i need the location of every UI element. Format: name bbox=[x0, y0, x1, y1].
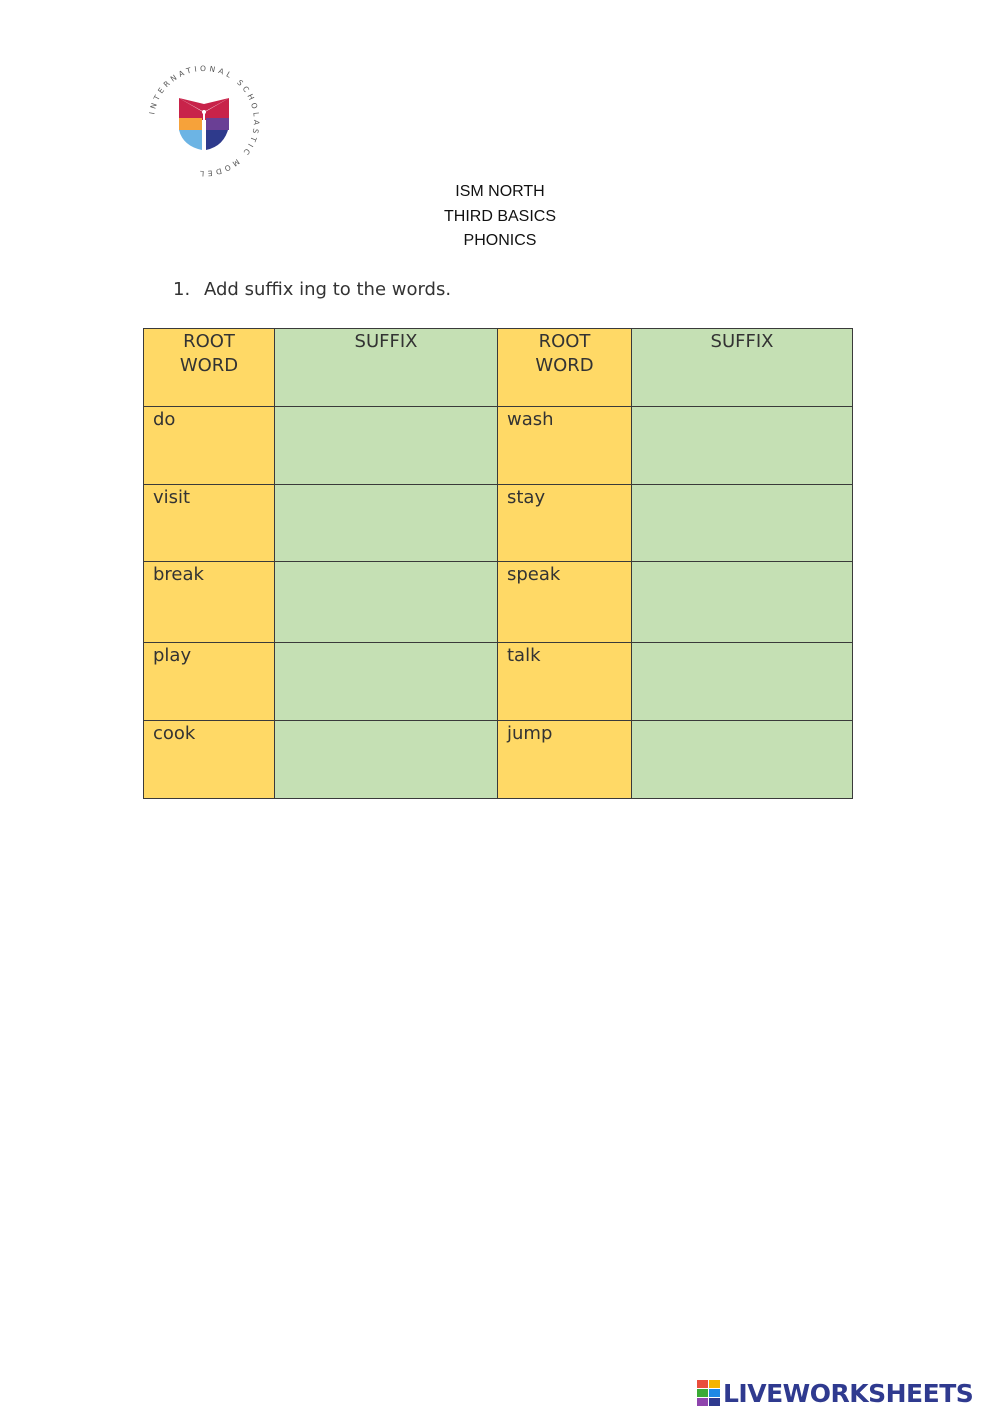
grade-level: THIRD BASICS bbox=[443, 207, 556, 225]
worksheet-header bbox=[0, 180, 1000, 254]
header-text: ROOT bbox=[183, 331, 235, 352]
brand-name: LIVEWORKSHEETS bbox=[723, 1378, 974, 1408]
root-word-cell bbox=[498, 562, 632, 643]
table-row bbox=[144, 407, 853, 485]
root-word-cell bbox=[144, 562, 275, 643]
header-text: SUFFIX bbox=[710, 331, 774, 352]
suffix-answer[interactable] bbox=[632, 485, 852, 486]
header-text: WORD bbox=[179, 355, 239, 376]
suffix-answer-cell[interactable] bbox=[632, 562, 853, 643]
suffix-answer[interactable] bbox=[632, 562, 852, 563]
suffix-answer[interactable] bbox=[275, 562, 497, 563]
suffix-answer[interactable] bbox=[275, 485, 497, 486]
header-root-word-left bbox=[144, 329, 275, 407]
liveworksheets-brand[interactable] bbox=[697, 1376, 973, 1410]
table-header-row bbox=[144, 329, 853, 407]
suffix-answer-cell[interactable] bbox=[632, 643, 853, 721]
table-row bbox=[144, 485, 853, 562]
logo-ring-text: INTERNATIONAL SCHOLASTIC MODEL bbox=[147, 63, 262, 179]
header-text: SUFFIX bbox=[354, 331, 418, 352]
root-word-cell bbox=[144, 721, 275, 799]
root-word-cell bbox=[498, 721, 632, 799]
suffix-answer-cell[interactable] bbox=[275, 562, 498, 643]
root-word: wash bbox=[507, 409, 554, 430]
school-crest-icon bbox=[143, 60, 265, 182]
root-word: play bbox=[153, 645, 192, 666]
root-word: visit bbox=[153, 487, 191, 508]
header-suffix-left bbox=[275, 329, 498, 407]
suffix-answer-cell[interactable] bbox=[275, 485, 498, 562]
header-suffix-right bbox=[632, 329, 853, 407]
suffix-answer-cell[interactable] bbox=[275, 407, 498, 485]
school-logo bbox=[143, 60, 265, 182]
root-word: talk bbox=[507, 645, 541, 666]
suffix-answer-cell[interactable] bbox=[275, 721, 498, 799]
root-word: speak bbox=[507, 564, 561, 585]
instruction bbox=[173, 279, 451, 300]
instruction-number: 1. bbox=[173, 279, 191, 300]
root-word-cell bbox=[144, 407, 275, 485]
suffix-table bbox=[143, 328, 853, 799]
table-row bbox=[144, 721, 853, 799]
header-text: WORD bbox=[535, 355, 594, 376]
root-word: cook bbox=[153, 723, 196, 744]
suffix-answer-cell[interactable] bbox=[632, 407, 853, 485]
header-text: ROOT bbox=[538, 331, 591, 352]
root-word: break bbox=[153, 564, 204, 585]
table-row bbox=[144, 562, 853, 643]
suffix-answer[interactable] bbox=[275, 721, 497, 722]
root-word-cell bbox=[498, 485, 632, 562]
subject-title: PHONICS bbox=[463, 232, 537, 249]
suffix-answer-cell[interactable] bbox=[632, 485, 853, 562]
suffix-answer[interactable] bbox=[632, 407, 852, 408]
suffix-answer[interactable] bbox=[632, 721, 852, 722]
instruction-text: Add suffix ing to the words. bbox=[204, 279, 452, 300]
root-word: jump bbox=[507, 723, 553, 744]
root-word-cell bbox=[498, 643, 632, 721]
suffix-answer-cell[interactable] bbox=[632, 721, 853, 799]
suffix-answer[interactable] bbox=[275, 643, 497, 644]
liveworksheets-logo-icon bbox=[697, 1380, 721, 1406]
root-word: stay bbox=[507, 487, 546, 508]
root-word-cell bbox=[144, 485, 275, 562]
root-word-cell bbox=[498, 407, 632, 485]
school-name: ISM NORTH bbox=[455, 183, 545, 200]
suffix-answer[interactable] bbox=[632, 643, 852, 644]
suffix-answer[interactable] bbox=[275, 407, 497, 408]
suffix-answer-cell[interactable] bbox=[275, 643, 498, 721]
table-row bbox=[144, 643, 853, 721]
root-word-cell bbox=[144, 643, 275, 721]
header-root-word-right bbox=[498, 329, 632, 407]
root-word: do bbox=[153, 409, 176, 430]
